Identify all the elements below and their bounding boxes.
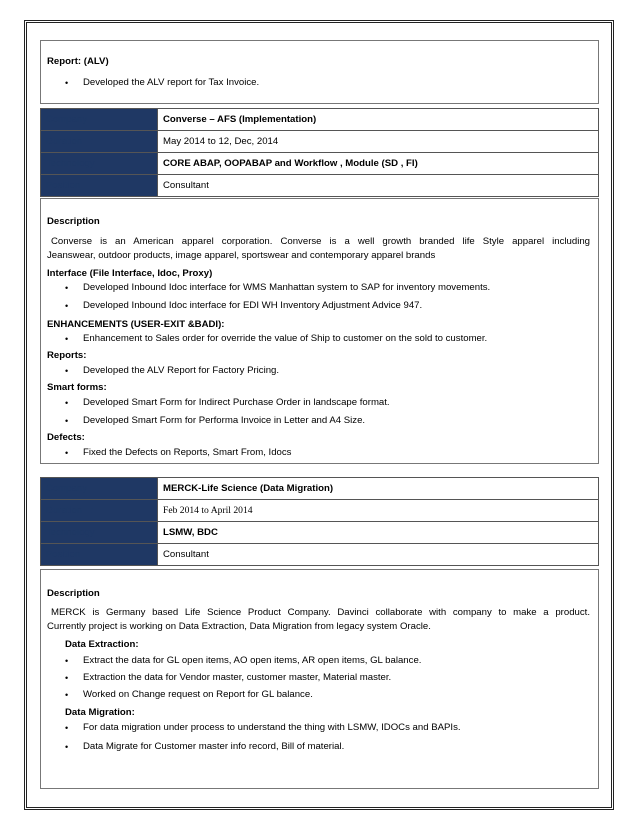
table-row (41, 109, 599, 131)
technology-value: CORE ABAP, OOPABAP and Workflow , Module (SD , FI) (158, 153, 599, 175)
company-label: Company (41, 478, 158, 500)
table-row (41, 175, 599, 197)
position-value: Consultant (158, 544, 599, 566)
table-row (41, 544, 599, 566)
bullet: • (65, 78, 69, 88)
project1-info-table (40, 108, 599, 197)
list-item: Extract the data for GL open items, AO open items, AR open items, GL balance. (83, 655, 422, 666)
duration-value: Feb 2014 to April 2014 (158, 500, 599, 522)
bullet: • (65, 334, 69, 344)
bullet: • (65, 301, 69, 311)
project2-description-section (40, 569, 599, 789)
table-row (41, 131, 599, 153)
position-label: Position (41, 544, 158, 566)
list-item: Developed Inbound Idoc interface for EDI WH Inventory Adjustment Advice 947. (83, 300, 423, 311)
reports-heading: Reports: (47, 350, 87, 361)
duration-value: May 2014 to 12, Dec, 2014 (158, 131, 599, 153)
enhancements-heading: ENHANCEMENTS (USER-EXIT &BADI): (47, 319, 225, 330)
alv-report-section (40, 40, 599, 104)
bullet: • (65, 448, 69, 458)
company-value: Converse – AFS (Implementation) (158, 109, 599, 131)
alv-heading: Report: (ALV) (47, 56, 109, 67)
technology-label: Technology (41, 153, 158, 175)
list-item: Extraction the data for Vendor master, customer master, Material master. (83, 672, 392, 683)
defects-heading: Defects: (47, 432, 85, 443)
position-value: Consultant (158, 175, 599, 197)
list-item: Developed Inbound Idoc interface for WMS Manhattan system to SAP for inventory movements. (83, 282, 491, 293)
table-row (41, 500, 599, 522)
bullet: • (65, 690, 69, 700)
list-item: Enhancement to Sales order for override the value of Ship to customer on the sold to customer. (83, 333, 488, 344)
table-row (41, 522, 599, 544)
list-item: Developed Smart Form for Performa Invoice in Letter and A4 Size. (83, 415, 366, 426)
table-row (41, 478, 599, 500)
project1-description-section (40, 198, 599, 464)
company-value: MERCK-Life Science (Data Migration) (158, 478, 599, 500)
duration-label: Duration : (41, 500, 158, 522)
extraction-heading: Data Extraction: (65, 639, 139, 650)
list-item: Fixed the Defects on Reports, Smart From, Idocs (83, 447, 292, 458)
bullet: • (65, 656, 69, 666)
bullet: • (65, 416, 69, 426)
bullet: • (65, 673, 69, 683)
bullet: • (65, 723, 69, 733)
table-row (41, 153, 599, 175)
position-label: Position (41, 175, 158, 197)
description-text-line: Currently project is working on Data Extraction, Data Migration from legacy system Oracle. (47, 621, 431, 632)
list-item: Developed Smart Form for Indirect Purchase Order in landscape format. (83, 397, 390, 408)
bullet: • (65, 283, 69, 293)
technology-value: LSMW, BDC (158, 522, 599, 544)
list-item: For data migration under process to understand the thing with LSMW, IDOCs and BAPIs. (83, 722, 461, 733)
technology-label: Technology (41, 522, 158, 544)
alv-bullet-text: Developed the ALV report for Tax Invoice. (83, 77, 260, 88)
smartforms-heading: Smart forms: (47, 382, 107, 393)
description-heading: Description (47, 588, 100, 599)
description-text-line: Jeanswear, outdoor products, image apparel, sportswear and contemporary apparel brands (47, 250, 436, 261)
bullet: • (65, 742, 69, 752)
description-heading: Description (47, 216, 100, 227)
bullet: • (65, 398, 69, 408)
interface-heading: Interface (File Interface, Idoc, Proxy) (47, 268, 213, 279)
list-item: Worked on Change request on Report for GL balance. (83, 689, 313, 700)
list-item: Data Migrate for Customer master info record, Bill of material. (83, 741, 345, 752)
project2-info-table (40, 477, 599, 566)
duration-label: Duration : (41, 131, 158, 153)
list-item: Developed the ALV Report for Factory Pricing. (83, 365, 280, 376)
migration-heading: Data Migration: (65, 707, 135, 718)
description-text-line: Converse is an American apparel corporation. Converse is a well growth branded life Style apparel including (51, 236, 590, 247)
company-label: Company (41, 109, 158, 131)
description-text-line: MERCK is Germany based Life Science Product Company. Davinci collaborate with company to make a product. (51, 607, 590, 618)
bullet: • (65, 366, 69, 376)
